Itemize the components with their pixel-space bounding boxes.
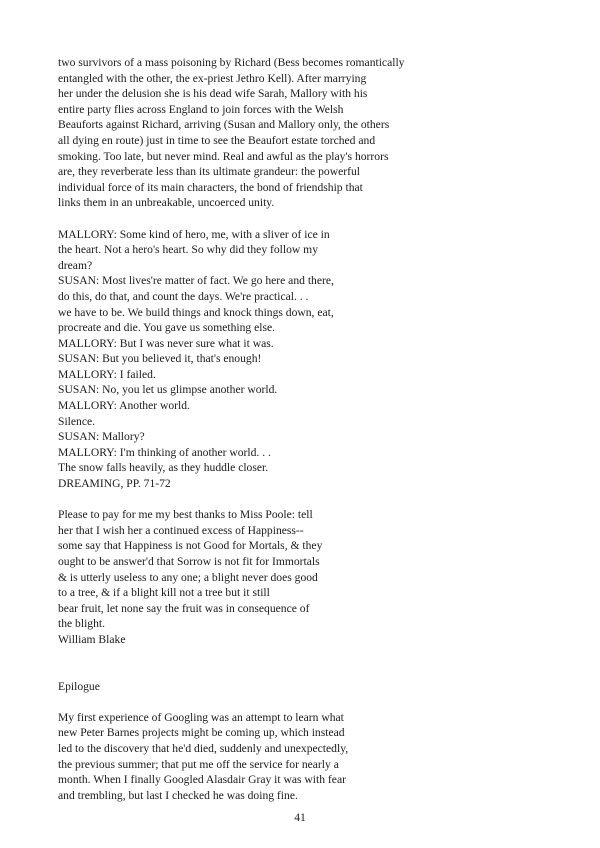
dialogue-line: SUSAN: But you believed it, that's enough! (58, 352, 262, 366)
dialogue-line: SUSAN: Most lives're matter of fact. We go here and there, (58, 274, 334, 288)
text-line: the previous summer; that put me off the service for nearly a (58, 757, 339, 771)
text-line: her under the delusion she is his dead wife Sarah, Mallory with his (58, 87, 368, 101)
text-line: entire party flies across England to join forces with the Welsh (58, 102, 344, 116)
dialogue-line: dream? (58, 258, 93, 272)
paragraph-spacer (58, 211, 438, 227)
epilogue-paragraph (58, 710, 438, 804)
section-heading: Epilogue (58, 679, 100, 693)
paragraph-spacer (58, 694, 438, 710)
dialogue-line: MALLORY: I'm thinking of another world. . . (58, 445, 271, 459)
dialogue-line: The snow falls heavily, as they huddle closer. (58, 461, 269, 475)
paragraph-spacer (58, 492, 438, 508)
quote-line: bear fruit, let none say the fruit was in consequence of (58, 601, 310, 615)
dialogue-line: MALLORY: But I was never sure what it was. (58, 336, 274, 350)
text-line: are, they reverberate less than its ultimate grandeur: the powerful (58, 165, 360, 179)
dialogue-line: Silence. (58, 414, 96, 428)
text-line: smoking. Too late, but never mind. Real and awful as the play's horrors (58, 149, 389, 163)
page-body (58, 55, 438, 803)
dialogue-line: do this, do that, and count the days. We're practical. . . (58, 289, 309, 303)
text-line: two survivors of a mass poisoning by Richard (Bess becomes romantically (58, 56, 405, 69)
text-line: month. When I finally Googled Alasdair Gray it was with fear (58, 773, 346, 787)
section-spacer (58, 648, 438, 679)
quote-line: Please to pay for me my best thanks to Miss Poole: tell (58, 508, 313, 522)
text-line: Beauforts against Richard, arriving (Susan and Mallory only, the others (58, 118, 390, 132)
dialogue-line: procreate and die. You gave us something else. (58, 321, 276, 335)
quote-line: & is utterly useless to any one; a blight never does good (58, 570, 318, 584)
dialogue-line: MALLORY: Some kind of hero, me, with a sliver of ice in (58, 227, 330, 241)
text-line: individual force of its main characters, the bond of friendship that (58, 180, 363, 194)
quote-line: some say that Happiness is not Good for Mortals, & they (58, 539, 323, 553)
dialogue-line: MALLORY: I failed. (58, 367, 156, 381)
dialogue-line: SUSAN: No, you let us glimpse another world. (58, 383, 278, 397)
dialogue-line: the heart. Not a hero's heart. So why did they follow my (58, 243, 318, 257)
text-line: and trembling, but last I checked he was doing fine. (58, 788, 298, 802)
dialogue-line: SUSAN: Mallory? (58, 430, 145, 444)
text-line: led to the discovery that he'd died, suddenly and unexpectedly, (58, 741, 349, 755)
quote-line: to a tree, & if a blight kill not a tree but it still (58, 586, 270, 600)
dialogue-line: MALLORY: Another world. (58, 399, 190, 413)
quote-attribution: William Blake (58, 632, 126, 646)
dialogue-line: we have to be. We build things and knock things down, eat, (58, 305, 334, 319)
quote-citation: DREAMING, PP. 71-72 (58, 477, 171, 491)
paragraph-summary (58, 55, 438, 211)
text-line: entangled with the other, the ex-priest Jethro Kell). After marrying (58, 71, 367, 85)
text-line: links them in an unbreakable, uncoerced unity. (58, 196, 275, 210)
text-line: all dying en route) just in time to see the Beaufort estate torched and (58, 133, 376, 147)
page-number: 41 (294, 811, 306, 824)
dialogue-quote (58, 227, 438, 492)
epilogue-section (58, 679, 438, 695)
blake-quote (58, 507, 438, 647)
text-line: My first experience of Googling was an attempt to learn what (58, 710, 344, 724)
quote-line: her that I wish her a continued excess of Happiness-- (58, 523, 304, 537)
text-line: new Peter Barnes projects might be coming up, which instead (58, 726, 345, 740)
quote-line: the blight. (58, 617, 106, 631)
quote-line: ought to be answer'd that Sorrow is not fit for Immortals (58, 555, 320, 568)
